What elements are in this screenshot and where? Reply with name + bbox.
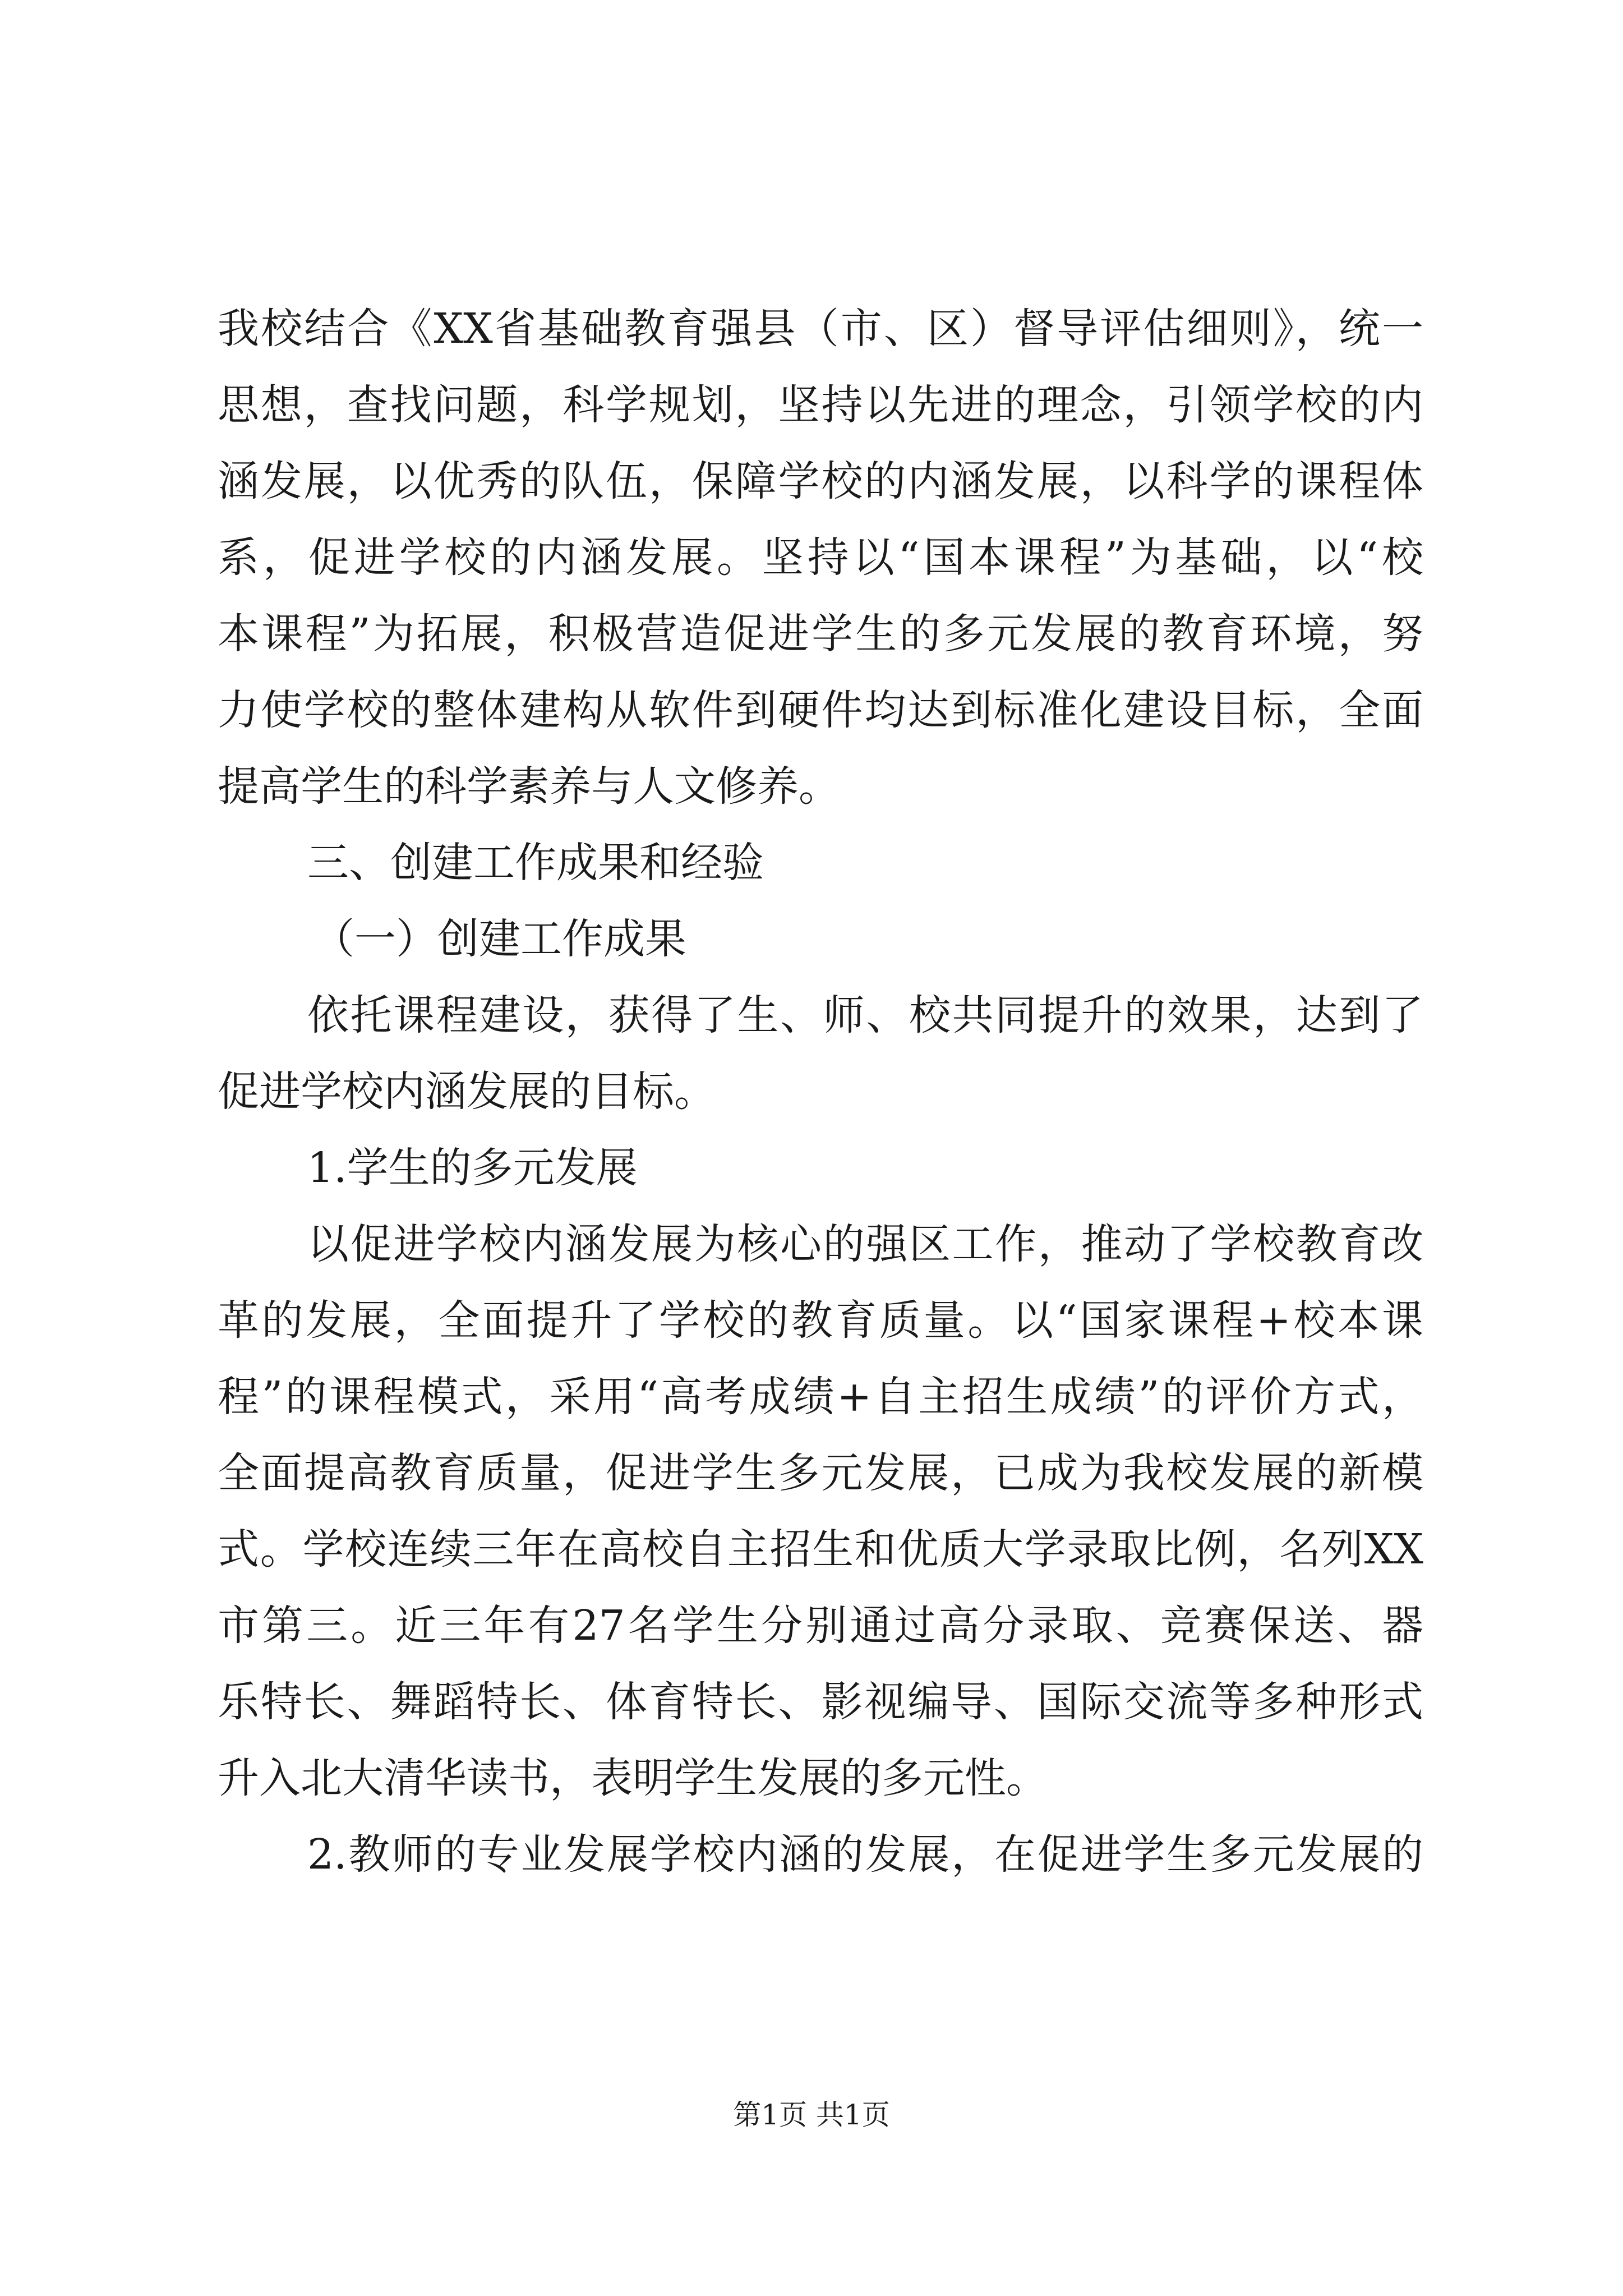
- paragraph-line: 市第三。近三年有27名学生分别通过高分录取、竞赛保送、器: [218, 1602, 1423, 1650]
- paragraph-line: 促进学校内涵发展的目标。: [218, 1068, 716, 1116]
- paragraph-line: 力使学校的整体建构从软件到硬件均达到标准化建设目标，全面: [218, 686, 1423, 734]
- paragraph-line: 我校结合《XX省基础教育强县（市、区）督导评估细则》，统一: [218, 305, 1423, 353]
- paragraph-line: 全面提高教育质量，促进学生多元发展，已成为我校发展的新模: [218, 1449, 1423, 1497]
- paragraph-line: 2.教师的专业发展学校内涵的发展，在促进学生多元发展的: [307, 1830, 1423, 1879]
- paragraph-line: 革的发展，全面提升了学校的教育质量。以“国家课程+校本课: [218, 1296, 1423, 1345]
- paragraph-line: 以促进学校内涵发展为核心的强区工作，推动了学校教育改: [307, 1220, 1423, 1268]
- paragraph-line: 升入北大清华读书，表明学生发展的多元性。: [218, 1754, 1048, 1802]
- item-heading: 1.学生的多元发展: [307, 1144, 638, 1192]
- paragraph-line: 依托课程建设，获得了生、师、校共同提升的效果，达到了: [307, 991, 1423, 1039]
- paragraph-line: 式。学校连续三年在高校自主招生和优质大学录取比例，名列XX: [218, 1525, 1423, 1573]
- section-heading: 三、创建工作成果和经验: [307, 839, 764, 887]
- subsection-heading: （一）创建工作成果: [313, 915, 686, 963]
- document-body: [218, 291, 1423, 1893]
- paragraph-line: 系，促进学校的内涵发展。坚持以“国本课程”为基础，以“校: [218, 533, 1423, 582]
- paragraph-line: 本课程”为拓展，积极营造促进学生的多元发展的教育环境，努: [218, 610, 1423, 658]
- paragraph-line: 程”的课程模式，采用“高考成绩+自主招生成绩”的评价方式，: [218, 1373, 1423, 1421]
- page-number-footer: 第1页 共1页: [733, 2099, 890, 2131]
- paragraph-line: 涵发展，以优秀的队伍，保障学校的内涵发展，以科学的课程体: [218, 457, 1423, 505]
- paragraph-line: 思想，查找问题，科学规划，坚持以先进的理念，引领学校的内: [218, 381, 1423, 429]
- paragraph-line: 乐特长、舞蹈特长、体育特长、影视编导、国际交流等多种形式: [218, 1678, 1423, 1726]
- paragraph-line: 提高学生的科学素养与人文修养。: [218, 762, 840, 811]
